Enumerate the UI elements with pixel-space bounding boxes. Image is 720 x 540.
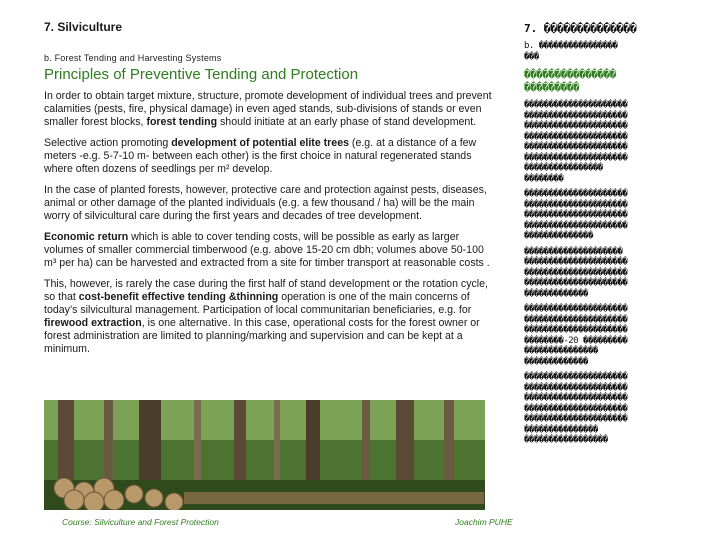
garbled-line: �����������������	[524, 435, 608, 445]
garbled-line: ��������������	[524, 231, 593, 241]
main-heading: Principles of Preventive Tending and Protection	[44, 66, 359, 83]
garbled-line: ���������������������	[524, 131, 628, 142]
garbled-line: ���������������������	[524, 121, 628, 131]
garbled-line: ���������������������	[524, 199, 628, 210]
garbled-line: �������������	[524, 356, 588, 367]
garbled-line: ���������������������	[524, 382, 628, 393]
garbled-heading: ���������������	[524, 68, 616, 81]
garbled-subtitle-2: ���	[524, 51, 539, 62]
garbled-translation-panel	[524, 22, 720, 446]
garbled-line: ���������������������	[524, 100, 628, 110]
garbled-line: ���������������������	[524, 152, 628, 163]
garbled-line: ���������������������	[524, 220, 628, 231]
garbled-line: ���������������	[524, 346, 598, 356]
garbled-line: ���������������������	[524, 372, 628, 382]
garbled-line: ����������������	[524, 163, 603, 173]
garbled-line: �������������	[524, 288, 588, 299]
paragraph-1: In order to obtain target mixture, structure, promote development of individual trees and prevent calamities (pests, fire, physical damage) in even aged stands, sub-divisions of stands or even smaller forest blocks, forest tending should initiate at an early phase of stand development.	[44, 90, 492, 128]
garbled-line: ��������	[524, 173, 564, 184]
body-text	[44, 90, 494, 364]
garbled-line: ��������-20 ���������	[524, 335, 628, 346]
paragraph-3: In the case of planted forests, however, protective care and protection against pests, diseases, animal or other damage of the planted individuals (e.g. a few thousand / ha) will be the main worry of silvicultural care during the first years and decades of tree development.	[44, 184, 487, 222]
garbled-line: ���������������������	[524, 210, 628, 220]
paragraph-4: Economic return which is able to cover tending costs, will be possible as early as larger volumes of smaller commercial timberwood (e.g. above 15-20 cm dbh; volumes above 50-100 m³ per ha) can be harvested and extracted from a site for timber transport at reasonable costs .	[44, 231, 490, 269]
garbled-lines	[524, 100, 720, 446]
forest-illustration	[44, 400, 485, 510]
section-title: b. Forest Tending and Harvesting Systems	[44, 53, 222, 63]
footer-course: Course: Silviculture and Forest Protection	[62, 517, 219, 527]
garbled-line: ��������������������	[524, 246, 623, 257]
paragraph-5: This, however, is rarely the case during the first half of stand development or the rotation cycle, so that cost-benefit effective tending &thinning operation is one of the main concerns of today’s silvicultural management. Participation of local communitarian beneficiaries, e.g. for firewood extraction, is one alternative. In this case, operational costs for the forest owner or forest administration are limited to planning/marking and supervision and can be kept at a minimum.	[44, 278, 488, 355]
garbled-subtitle: b. ����������������	[524, 41, 618, 51]
garbled-line: ���������������������	[524, 304, 628, 314]
garbled-line: ���������������������	[524, 393, 628, 403]
garbled-line: ���������������������	[524, 414, 628, 424]
garbled-line: ���������������������	[524, 314, 628, 325]
garbled-line: ���������������������	[524, 278, 628, 288]
garbled-line: ���������������������	[524, 267, 628, 278]
garbled-heading-2: ���������	[524, 81, 580, 94]
footer-author: Joachim PUHE	[455, 517, 513, 527]
garbled-header: 7. ��������������	[524, 22, 637, 35]
header-title: 7. Silviculture	[44, 20, 123, 34]
garbled-line: ���������������������	[524, 325, 628, 335]
garbled-line: ���������������������	[524, 257, 628, 267]
forest-photo	[44, 400, 485, 510]
garbled-line: ���������������������	[524, 110, 628, 121]
garbled-line: ���������������������	[524, 189, 628, 199]
paragraph-2: Selective action promoting development of potential elite trees (e.g. at a distance of a few meters -e.g. 5-7-10 m- between each other) is the first choice in natural regenerated stands where often dozens of seedlings per m² develop.	[44, 137, 477, 175]
garbled-line: ���������������������	[524, 403, 628, 414]
garbled-line: ���������������	[524, 424, 598, 435]
garbled-line: ���������������������	[524, 142, 628, 152]
